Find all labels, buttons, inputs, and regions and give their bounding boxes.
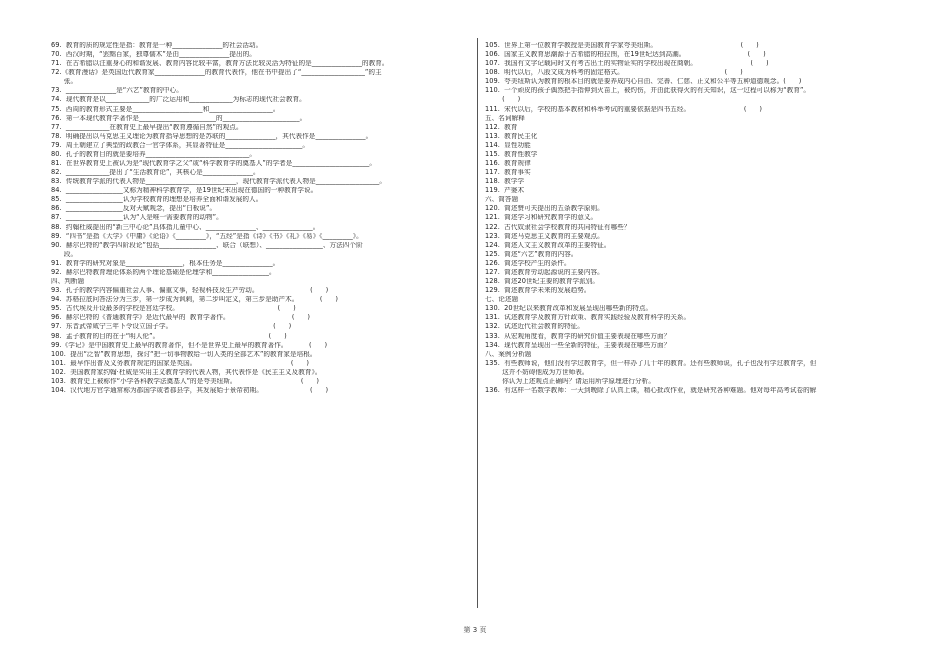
question-line: 75. 西周的教育形式主要是_____________________和___________________。 bbox=[51, 105, 280, 113]
question-line: 92. 赫尔巴特教育理论体系的两个理论基础是伦理学和_________________。 bbox=[51, 268, 276, 276]
question-line: 77. _____________在教育史上最早提出“教育遵循自然”的观点。 bbox=[51, 123, 243, 131]
question-line: 125. 简述“六艺”教育的内容。 bbox=[485, 250, 578, 258]
question-line: 这并不妨碍他成为万世师表。 bbox=[485, 368, 589, 376]
question-line: 130. 20世纪以来教育改革和发展呈现出哪些新的特点。 bbox=[485, 305, 653, 313]
question-line: 113. 教育民主化 bbox=[485, 132, 538, 140]
question-line: 79. 周王朝建立了典型的政教合一官学体系，其显著特征是_______________________。 bbox=[51, 141, 309, 149]
question-line: 87. _________________认为“人是唯一需要教育的动物”。 bbox=[51, 214, 223, 222]
question-line: 112. 教育 bbox=[485, 123, 518, 131]
question-line: 129. 简述教育学未来的发展趋势。 bbox=[485, 287, 591, 295]
question-line: 100. 提出“泛智”教育思想，探讨“把一切事物教给一切人类的全部艺术”的教育家是培根。 bbox=[51, 350, 317, 358]
question-line: 119. 产婆术 bbox=[485, 187, 525, 195]
question-line: 123. 简述马克思主义教育的主要观点。 bbox=[485, 232, 604, 240]
question-line: 85. _________________认为学校教育的理想是培养全面和谐发展的人。 bbox=[51, 196, 263, 204]
question-line: 102. 美国教育家约翰·杜威是实用主义教育学的代表人物，其代表作是《民主主义及教育》。 bbox=[51, 368, 322, 376]
question-line: 103. 教育史上被称作“小学各科教学法奠基人”的是夸美纽斯。 ( ) bbox=[51, 377, 320, 385]
question-line: 124. 简述人文主义教育改革的主要特征。 bbox=[485, 241, 611, 249]
question-line: 84. _________________又称为精神科学教育学，是19世纪末出现在德国的一种教育学说。 bbox=[51, 187, 318, 195]
question-line: 135. 有些教师说，他们没有学过教育学，但一样办了几十年的教育。还有些教师说，孔子也没有学过教育学，但 bbox=[485, 359, 817, 367]
section-heading: 五、名词解释 bbox=[485, 114, 525, 122]
question-line: 108. 明代以后，八股文成为科考的固定格式。 ( ) bbox=[485, 69, 743, 77]
question-line: 70. 西汉时期，“罢黜百家，独尊儒术”是由_______________提出的。 bbox=[51, 51, 256, 59]
question-line: 110. 一个顽皮的孩子偶然把手指伸到火苗上，被灼伤，并由此获得火的有关知识，这一过程可以称为“教育”。 bbox=[485, 87, 811, 95]
question-line: 你认为上述观点正确吗？请运用所学原理进行分析。 bbox=[485, 377, 655, 385]
question-line: 81. 在世界教育史上被认为是“现代教育学之父”或“科学教育学的奠基人”的学者是_______________________。 bbox=[51, 160, 377, 168]
question-line: 73. _______________是“六艺”教育的中心。 bbox=[51, 87, 183, 95]
question-line: 114. 显性功能 bbox=[485, 141, 531, 149]
question-line: 97. 东晋武帝咸宁三年下令设立国子学。 ( ) bbox=[51, 323, 292, 331]
question-line: 88. 约翰杜威提出的“新三中心论”具体指儿童中心、_______________、_______________。 bbox=[51, 223, 320, 231]
question-line: 90. 赫尔巴特的“教学四阶段论”包括_________________、联合（联想）、_________________、方法四个阶 bbox=[51, 241, 363, 249]
section-heading: 七、论述题 bbox=[485, 296, 519, 304]
left-column bbox=[51, 42, 473, 396]
question-line: 136. 有这样一名数学教师：一天到晚除了认真上课，精心批改作业，就是研究各种难题。他对每年高考试卷的解 bbox=[485, 386, 817, 394]
question-line: 126. 简述学校产生的条件。 bbox=[485, 259, 571, 267]
question-line: 72.《教育漫话》是英国近代教育家_______________的教育代表作，他在书中提出了“___________________”的主 bbox=[51, 69, 382, 77]
question-line: 99.《学记》是中国教育史上最早的教育著作，但不是世界史上最早的教育著作。 ( ) bbox=[51, 341, 328, 349]
question-line: 117. 教育事实 bbox=[485, 169, 531, 177]
question-line: 133. 从宏观角度看，教育学的研究价值主要表现在哪些方面？ bbox=[485, 332, 671, 340]
question-line: 131. 试述教育学及教育方针政策、教育实践经验及教育科学的关系。 bbox=[485, 314, 691, 322]
question-line: 93. 孔子的教学内容偏重社会人事、偏重文事，轻视科技及生产劳动。 ( ) bbox=[51, 287, 329, 295]
question-line: 104. 汉代地方官学通常称为郡国学或者郡县学，其发展始于景帝初期。 ( ) bbox=[51, 386, 329, 394]
section-heading: 八、案例分析题 bbox=[485, 350, 532, 358]
question-line: 118. 教学学 bbox=[485, 178, 525, 186]
question-line: 127. 简述教育劳动起源说的主要内容。 bbox=[485, 268, 604, 276]
question-line: 116. 教育规律 bbox=[485, 160, 531, 168]
column-divider bbox=[477, 38, 478, 608]
question-line: 109. 夸美纽斯认为教育的根本目的就是要养成内心自由、完善、仁慈、正义和公平等五种道德观念。( ) bbox=[485, 78, 802, 86]
question-line: 82. _____________提出了“生活教育论”，其核心是_______________。 bbox=[51, 169, 260, 177]
question-line: 122. 古代奴隶社会学校教育的共同特征有哪些？ bbox=[485, 223, 631, 231]
question-line: 76. 第一本现代教育学著作是_______________________的_______________________。 bbox=[51, 114, 307, 122]
question-line: 83. 传统教育学派的代表人物是___________________________，现代教育学派代表人物是___________________。 bbox=[51, 178, 386, 186]
question-line: 69. 教育的质的规定性是指：教育是一种_______________的社会活动。 bbox=[51, 42, 263, 49]
question-line: 101. 最早作出普及义务教育规定的国家是英国。 ( ) bbox=[51, 359, 309, 367]
section-heading: 六、简答题 bbox=[485, 196, 519, 204]
page-number: 第 3 页 bbox=[463, 626, 487, 634]
question-line: 121. 简述学习和研究教育学的意义。 bbox=[485, 214, 598, 222]
question-line: 张。 bbox=[51, 78, 78, 86]
question-line: 132. 试述近代社会教育的特征。 bbox=[485, 323, 584, 331]
question-line: 74. 现代教育是以_____________的广泛运用和_____________为标志的现代社会教育。 bbox=[51, 96, 306, 104]
question-line: ( ) bbox=[485, 96, 521, 104]
question-line: 86. _________________反对天赋观念，提出“白板说”。 bbox=[51, 205, 217, 213]
question-line: 106. 国家主义教育思潮源于古希腊的柏拉图，在19世纪达到高潮。 ( ) bbox=[485, 51, 766, 59]
question-line: 107. 我国有文字记载同时又有考古出土的实物证实的学校出现在商朝。 ( ) bbox=[485, 60, 769, 68]
question-line: 78. 明确提出以马克思主义理论为教育指导思想的是苏联的_______________，其代表作是_______________。 bbox=[51, 132, 373, 140]
question-line: 134. 现代教育呈现出一些全新的特征，主要表现在哪些方面？ bbox=[485, 341, 671, 349]
question-line: 98. 孟子教育的目的在于“明人伦”。 ( ) bbox=[51, 332, 287, 340]
question-line: 71. 在古希腊以注重身心的和谐发展、教育内容比较丰富，教育方法比较灵活为特征的是_______________的教育。 bbox=[51, 60, 389, 68]
question-line: 96. 赫尔巴特的《普通教育学》是近代最早的 教育学著作。 ( ) bbox=[51, 314, 311, 322]
question-line: 120. 简述赞可夫提出的五条教学原则。 bbox=[485, 205, 604, 213]
question-line: 80. 孔子的教育目的就是要培养_______________________________。 bbox=[51, 150, 257, 158]
section-heading: 四、判断题 bbox=[51, 278, 85, 286]
question-line: 91. 教育学的研究对象是_________________，根本任务是_______________。 bbox=[51, 259, 280, 267]
question-line: 89. “四书”是指《大学》《中庸》《论语》《_________》，“五经”是指《诗》《书》《礼》《易》《_________》。 bbox=[51, 232, 363, 240]
question-line: 95. 古代埃及开设最多的学校是宫廷学校。 ( ) bbox=[51, 305, 296, 313]
question-line: 115. 教育性教学 bbox=[485, 150, 538, 158]
question-line: 94. 苏格拉底问答法分为三步，第一步成为讽刺，第二步叫定义，第三步是助产术。 ( ) bbox=[51, 296, 339, 304]
question-line: 段。 bbox=[51, 250, 78, 258]
question-line: 128. 简述20世纪主要的教育学派别。 bbox=[485, 278, 600, 286]
right-column bbox=[485, 42, 925, 396]
question-line: 111. 宋代以后，学校的基本教材和科举考试的重要依据是四书五经。 ( ) bbox=[485, 105, 762, 113]
question-line: 105. 世界上第一位教育学教授是美国教育学家夸美纽斯。 ( ) bbox=[485, 42, 759, 49]
